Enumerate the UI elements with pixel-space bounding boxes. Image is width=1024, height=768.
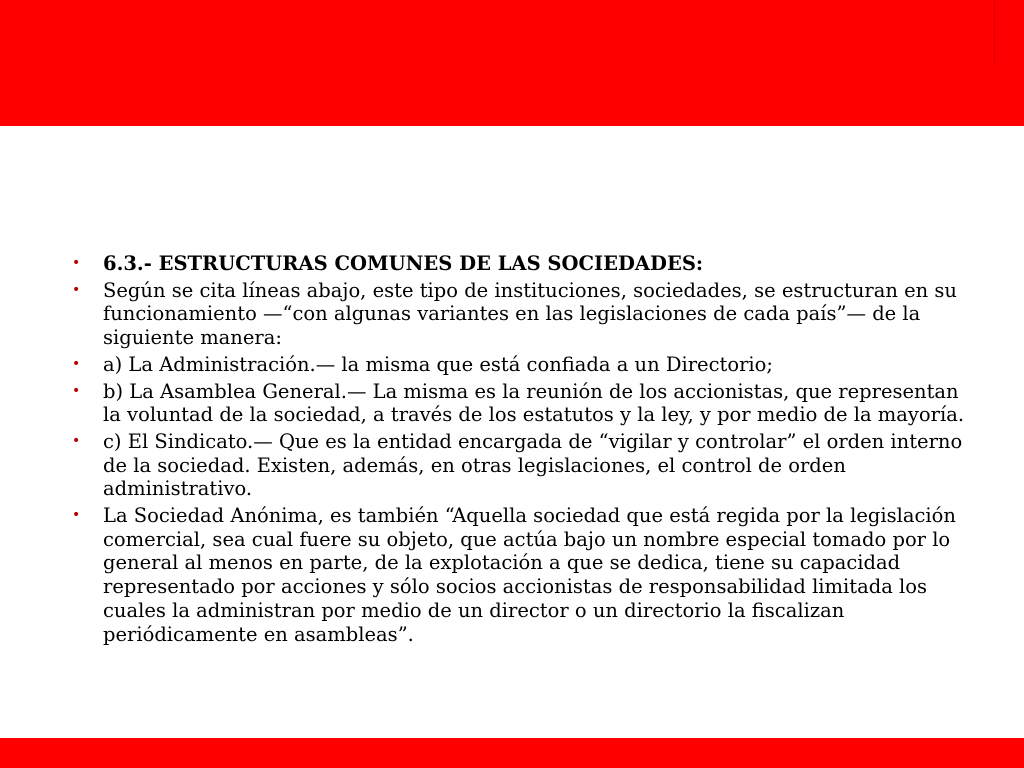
header-band xyxy=(0,0,1024,126)
bullet-icon: • xyxy=(72,281,81,298)
bullet-item xyxy=(72,279,972,350)
bullet-item xyxy=(72,504,972,646)
bullet-text: La Sociedad Anónima, es también “Aquella sociedad que está regida por la legislación comercial, sea cual fuere su objeto, que actúa bajo un nombre especial tomado por lo general al menos en parte, de la explotación a que se dedica, tiene su capacidad representado por acciones y sólo socios accionistas de responsabilidad limitada los cuales la administran por medio de un director o un directorio la fiscalizan periódicamente en asambleas”. xyxy=(103,504,956,646)
bullet-item xyxy=(72,430,972,501)
bullet-item xyxy=(72,380,972,427)
footer-band xyxy=(0,738,1024,768)
bullet-text: a) La Administración.— la misma que está confiada a un Directorio; xyxy=(103,352,773,376)
bullet-text: Según se cita líneas abajo, este tipo de instituciones, sociedades, se estructuran en su funcionamiento —“con algunas variantes en las legislaciones de cada país”— de la siguiente manera: xyxy=(103,278,957,350)
bullet-text: b) La Asamblea General.— La misma es la reunión de los accionistas, que representan la voluntad de la sociedad, a través de los estatutos y la ley, y por medio de la mayoría. xyxy=(103,379,965,427)
bullet-item xyxy=(72,353,972,377)
bullet-icon: • xyxy=(72,507,81,524)
bullet-list xyxy=(72,252,972,649)
bullet-icon: • xyxy=(72,355,81,372)
bullet-text: c) El Sindicato.— Que es la entidad encargada de “vigilar y controlar” el orden interno de la sociedad. Existen, además, en otras legislaciones, el control de orden administrativo. xyxy=(103,429,963,501)
bullet-item-heading xyxy=(72,252,972,276)
header-divider-line xyxy=(994,0,995,62)
bullet-icon: • xyxy=(72,432,81,449)
bullet-icon: • xyxy=(72,382,81,399)
section-heading: 6.3.- ESTRUCTURAS COMUNES DE LAS SOCIEDADES: xyxy=(103,252,704,275)
bullet-icon: • xyxy=(72,255,81,271)
